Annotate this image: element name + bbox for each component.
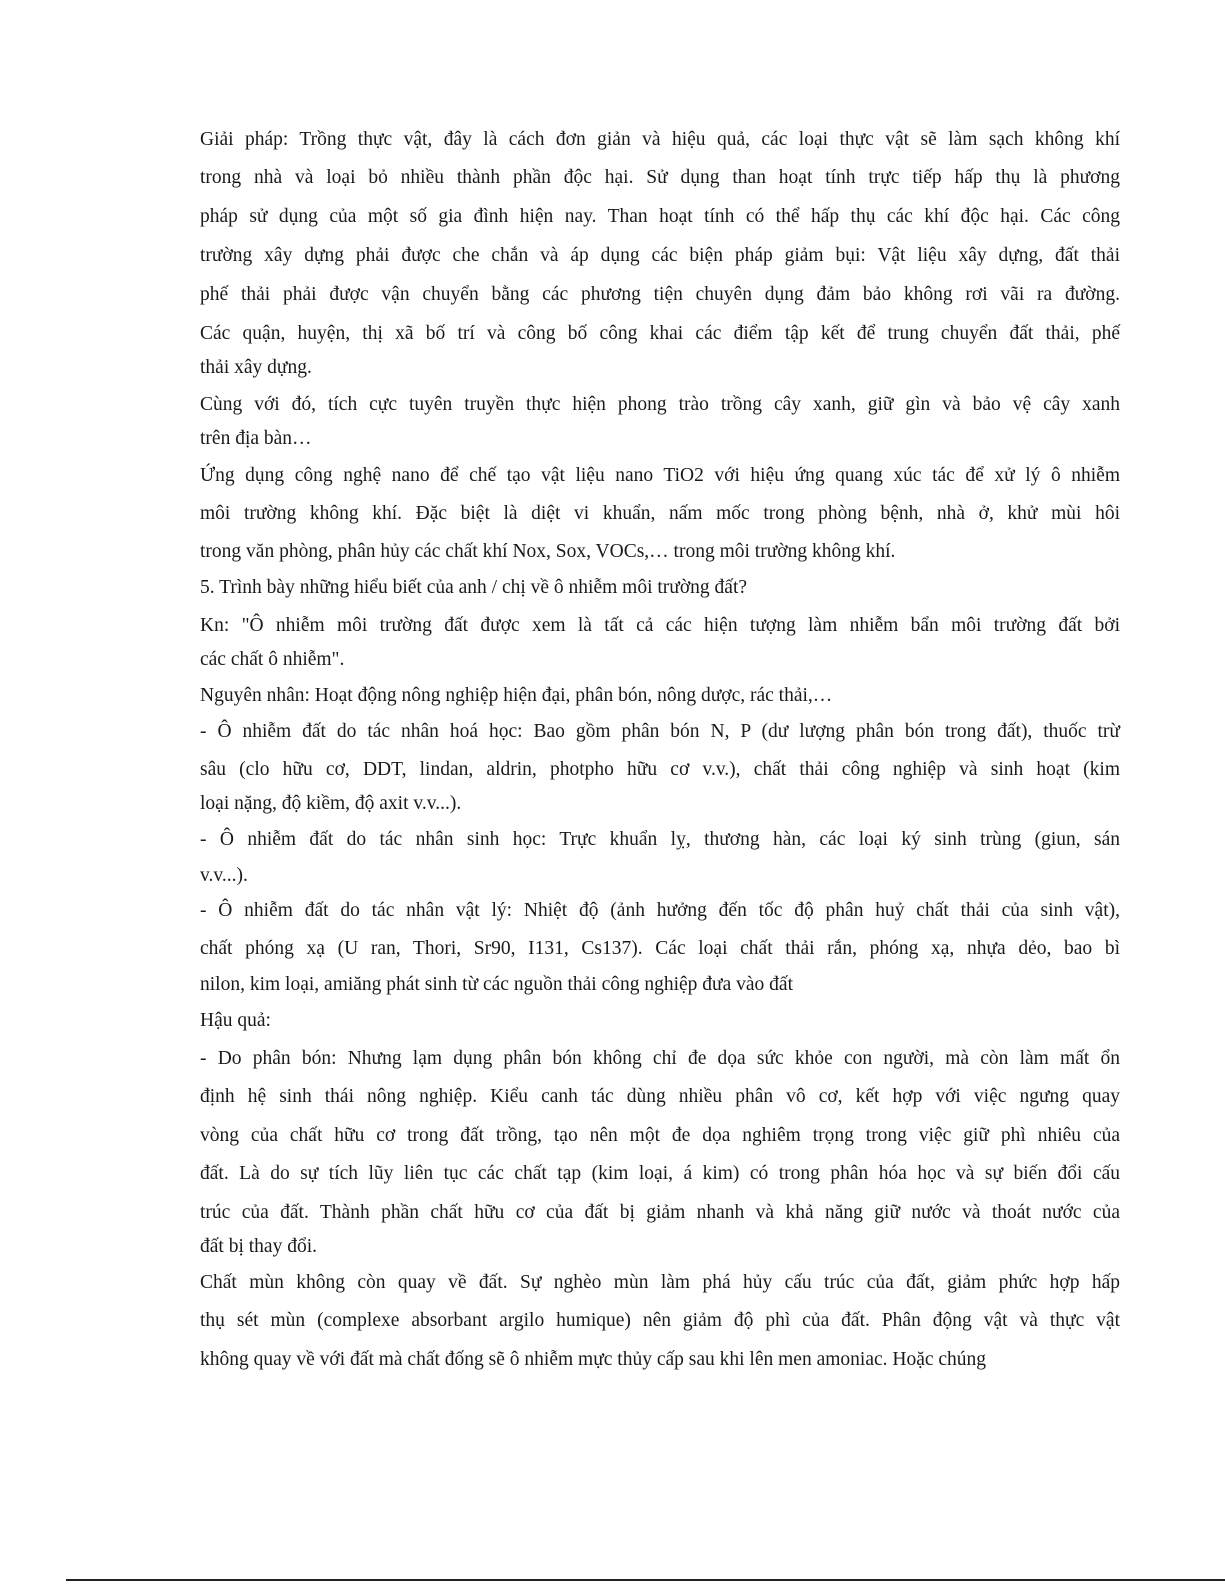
text-line: loại nặng, độ kiềm, độ axit v.v...). <box>200 793 462 814</box>
text-line: Kn: "Ô nhiễm môi trường đất được xem là tất cả các hiện tượng làm nhiễm bẩn môi trường đất bởi <box>200 615 1120 636</box>
text-line: vòng của chất hữu cơ trong đất trồng, tạo nên một đe dọa nghiêm trọng trong việc giữ phì nhiêu của <box>200 1125 1120 1146</box>
text-line: trường xây dựng phải được che chắn và áp dụng các biện pháp giảm bụi: Vật liệu xây dựng, đất thải <box>200 245 1120 266</box>
text-line: Nguyên nhân: Hoạt động nông nghiệp hiện đại, phân bón, nông dược, rác thải,… <box>200 685 833 706</box>
text-line: sâu (clo hữu cơ, DDT, lindan, aldrin, photpho hữu cơ v.v.), chất thải công nghiệp và sinh hoạt (kim <box>200 759 1120 780</box>
text-line: Các quận, huyện, thị xã bố trí và công bố công khai các điểm tập kết để trung chuyển đất thải, phế <box>200 323 1120 344</box>
text-line: 5. Trình bày những hiểu biết của anh / chị về ô nhiễm môi trường đất? <box>200 577 748 598</box>
text-line: thụ sét mùn (complexe absorbant argilo humique) nên giảm độ phì của đất. Phân động vật và thực vật <box>200 1310 1120 1331</box>
text-line: Giải pháp: Trồng thực vật, đây là cách đơn giản và hiệu quả, các loại thực vật sẽ làm sạch không khí <box>200 129 1120 150</box>
text-line: pháp sử dụng của một số gia đình hiện nay. Than hoạt tính có thể hấp thụ các khí độc hại. Các công <box>200 206 1120 227</box>
text-line: - Ô nhiễm đất do tác nhân hoá học: Bao gồm phân bón N, P (dư lượng phân bón trong đất), thuốc trừ <box>200 721 1120 742</box>
text-line: Hậu quả: <box>200 1010 271 1031</box>
text-line: đất. Là do sự tích lũy liên tục các chất tạp (kim loại, á kim) có trong phân hóa học và sự biến đổi cấu <box>200 1163 1120 1184</box>
text-line: nilon, kim loại, amiăng phát sinh từ các nguồn thải công nghiệp đưa vào đất <box>200 974 794 995</box>
text-line: Cùng với đó, tích cực tuyên truyền thực hiện phong trào trồng cây xanh, giữ gìn và bảo vệ cây xanh <box>200 394 1120 415</box>
text-line: các chất ô nhiễm". <box>200 649 345 670</box>
text-line: - Ô nhiễm đất do tác nhân vật lý: Nhiệt độ (ảnh hưởng đến tốc độ phân huỷ chất thải của sinh vật), <box>200 900 1120 921</box>
text-line: định hệ sinh thái nông nghiệp. Kiểu canh tác dùng nhiều phân vô cơ, kết hợp với việc ngưng quay <box>200 1086 1120 1107</box>
text-line: trong nhà và loại bỏ nhiều thành phần độc hại. Sử dụng than hoạt tính trực tiếp hấp thụ là phương <box>200 167 1120 188</box>
text-line: không quay về với đất mà chất đống sẽ ô nhiễm mực thủy cấp sau khi lên men amoniac. Hoặc chúng <box>200 1349 987 1370</box>
text-line: - Ô nhiễm đất do tác nhân sinh học: Trực khuẩn lỵ, thương hàn, các loại ký sinh trùng (giun, sán <box>200 829 1120 850</box>
text-line: môi trường không khí. Đặc biệt là diệt vi khuẩn, nấm mốc trong phòng bệnh, nhà ở, khử mùi hôi <box>200 503 1120 524</box>
text-line: chất phóng xạ (U ran, Thori, Sr90, I131, Cs137). Các loại chất thải rắn, phóng xạ, nhựa dẻo, bao bì <box>200 938 1120 959</box>
text-line: trúc của đất. Thành phần chất hữu cơ của đất bị giảm nhanh và khả năng giữ nước và thoát nước của <box>200 1202 1120 1223</box>
text-line: trên địa bàn… <box>200 428 312 449</box>
page-bottom-rule <box>66 1579 1225 1581</box>
text-line: thải xây dựng. <box>200 357 312 378</box>
text-line: Chất mùn không còn quay về đất. Sự nghèo mùn làm phá hủy cấu trúc của đất, giảm phức hợp hấp <box>200 1272 1120 1293</box>
text-line: phế thải phải được vận chuyển bằng các phương tiện chuyên dụng đảm bảo không rơi vãi ra đường. <box>200 284 1120 305</box>
text-line: trong văn phòng, phân hủy các chất khí Nox, Sox, VOCs,… trong môi trường không khí. <box>200 541 896 562</box>
text-line: - Do phân bón: Nhưng lạm dụng phân bón không chỉ đe dọa sức khỏe con người, mà còn làm mất ổn <box>200 1048 1120 1069</box>
text-line: Ứng dụng công nghệ nano để chế tạo vật liệu nano TiO2 với hiệu ứng quang xúc tác để xử lý ô nhiễm <box>200 465 1120 486</box>
text-line: v.v...). <box>200 865 248 886</box>
text-line: đất bị thay đổi. <box>200 1236 317 1257</box>
